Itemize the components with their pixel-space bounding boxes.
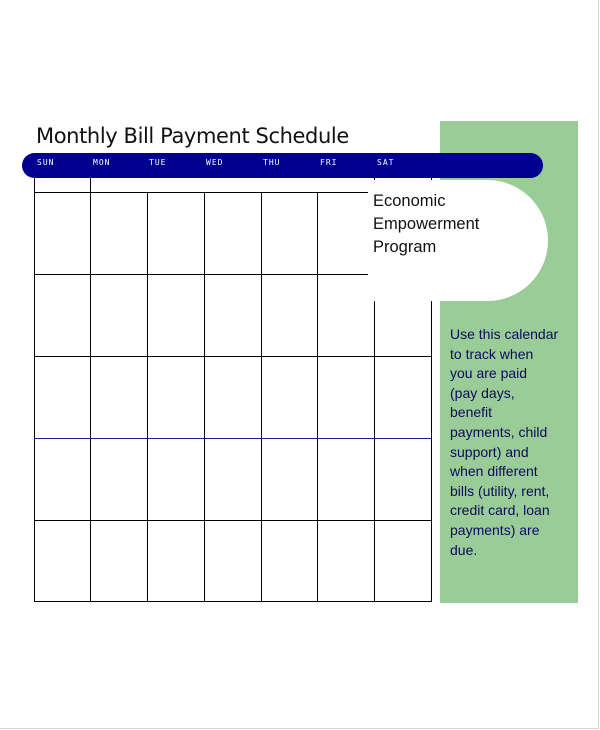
program-title (373, 190, 479, 259)
instructions-line: to track when (450, 345, 534, 362)
grid-line (204, 192, 205, 602)
weekday-label: WED (206, 158, 224, 167)
instructions-text (450, 325, 572, 560)
grid-line (34, 438, 432, 439)
instructions-line: you are paid (450, 365, 528, 382)
grid-line (317, 192, 318, 602)
weekday-label: SAT (377, 158, 395, 167)
grid-line (261, 192, 262, 602)
instructions-line: bills (utility, rent, (450, 482, 550, 499)
instructions-line: credit card, loan (450, 502, 550, 519)
grid-line (34, 356, 432, 357)
grid-line (34, 153, 35, 602)
weekday-header-bar (22, 153, 543, 178)
instructions-line: payments, child (450, 423, 548, 440)
weekday-label: MON (93, 158, 111, 167)
grid-line (90, 153, 91, 602)
program-title-line: Program (373, 238, 437, 256)
weekday-label: TUE (149, 158, 167, 167)
grid-line (34, 520, 432, 521)
instructions-line: (pay days, (450, 384, 515, 401)
weekday-label: SUN (37, 158, 55, 167)
instructions-line: when different (450, 463, 538, 480)
program-title-line: Empowerment (373, 215, 480, 233)
grid-line (147, 192, 148, 602)
grid-line (34, 601, 432, 602)
instructions-line: payments) are (450, 521, 540, 538)
instructions-line: benefit (450, 404, 493, 421)
program-title-line: Economic (373, 192, 446, 210)
weekday-label: THU (263, 158, 281, 167)
instructions-line: Use this calendar (450, 326, 559, 342)
instructions-line: support) and (450, 443, 529, 460)
instructions-line: due. (450, 541, 478, 558)
page-title: Monthly Bill Payment Schedule (36, 124, 349, 148)
weekday-label: FRI (320, 158, 338, 167)
